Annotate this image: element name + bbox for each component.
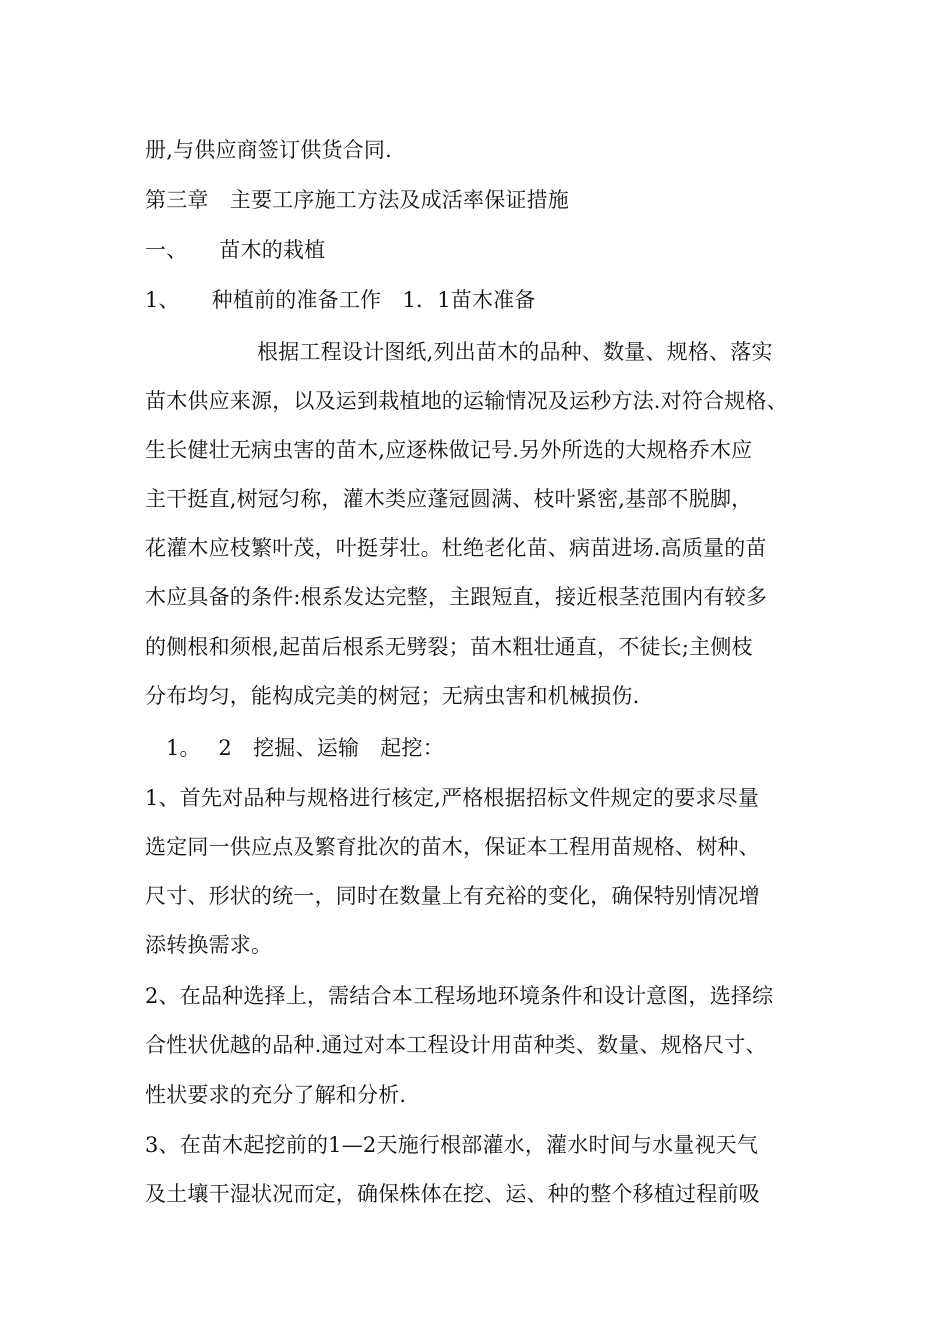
subsection-heading: 1、 种植前的准备工作 1．1苗木准备 xyxy=(145,288,536,312)
paragraph-line: 3、在苗木起挖前的1—2天施行根部灌水，灌水时间与水量视天气 xyxy=(145,1133,759,1157)
paragraph-line: 2、在品种选择上，需结合本工程场地环境条件和设计意图，选择综 xyxy=(145,984,774,1008)
paragraph-line: 生长健壮无病虫害的苗木,应逐株做记号.另外所选的大规格乔木应 xyxy=(145,438,753,462)
chapter-heading: 第三章 主要工序施工方法及成活率保证措施 xyxy=(145,188,569,212)
subsection-heading: 1。 2 挖掘、运输 起挖： xyxy=(166,736,444,760)
paragraph-line: 添转换需求。 xyxy=(145,933,273,957)
text-line: 册,与供应商签订供货合同. xyxy=(145,138,392,162)
paragraph-line: 1、首先对品种与规格进行核定,严格根据招标文件规定的要求尽量 xyxy=(145,786,760,810)
paragraph-line: 合性状优越的品种.通过对本工程设计用苗种类、数量、规格尺寸、 xyxy=(145,1033,767,1057)
paragraph-line: 及土壤干湿状况而定，确保株体在挖、运、种的整个移植过程前吸 xyxy=(145,1182,760,1206)
paragraph-line: 根据工程设计图纸,列出苗木的品种、数量、规格、落实 xyxy=(257,340,773,364)
paragraph-line: 主干挺直,树冠匀称，灌木类应蓬冠圆满、枝叶紧密,基部不脱脚， xyxy=(145,487,753,511)
paragraph-line: 的侧根和须根,起苗后根系无劈裂；苗木粗壮通直，不徒长;主侧枝 xyxy=(145,635,753,659)
paragraph-line: 苗木供应来源，以及运到栽植地的运输情况及运秒方法.对符合规格、 xyxy=(145,389,788,413)
paragraph-line: 尺寸、形状的统一，同时在数量上有充裕的变化，确保特别情况增 xyxy=(145,884,760,908)
paragraph-line: 木应具备的条件:根系发达完整，主跟短直，接近根茎范围内有较多 xyxy=(145,585,768,609)
paragraph-line: 花灌木应枝繁叶茂，叶挺芽壮。杜绝老化苗、病苗进场.高质量的苗 xyxy=(145,536,767,560)
paragraph-line: 分布均匀，能构成完美的树冠；无病虫害和机械损伤. xyxy=(145,684,640,708)
section-heading: 一、 苗木的栽植 xyxy=(145,238,326,262)
paragraph-line: 性状要求的充分了解和分析. xyxy=(145,1083,407,1107)
paragraph-line: 选定同一供应点及繁育批次的苗木，保证本工程用苗规格、树种、 xyxy=(145,835,760,859)
